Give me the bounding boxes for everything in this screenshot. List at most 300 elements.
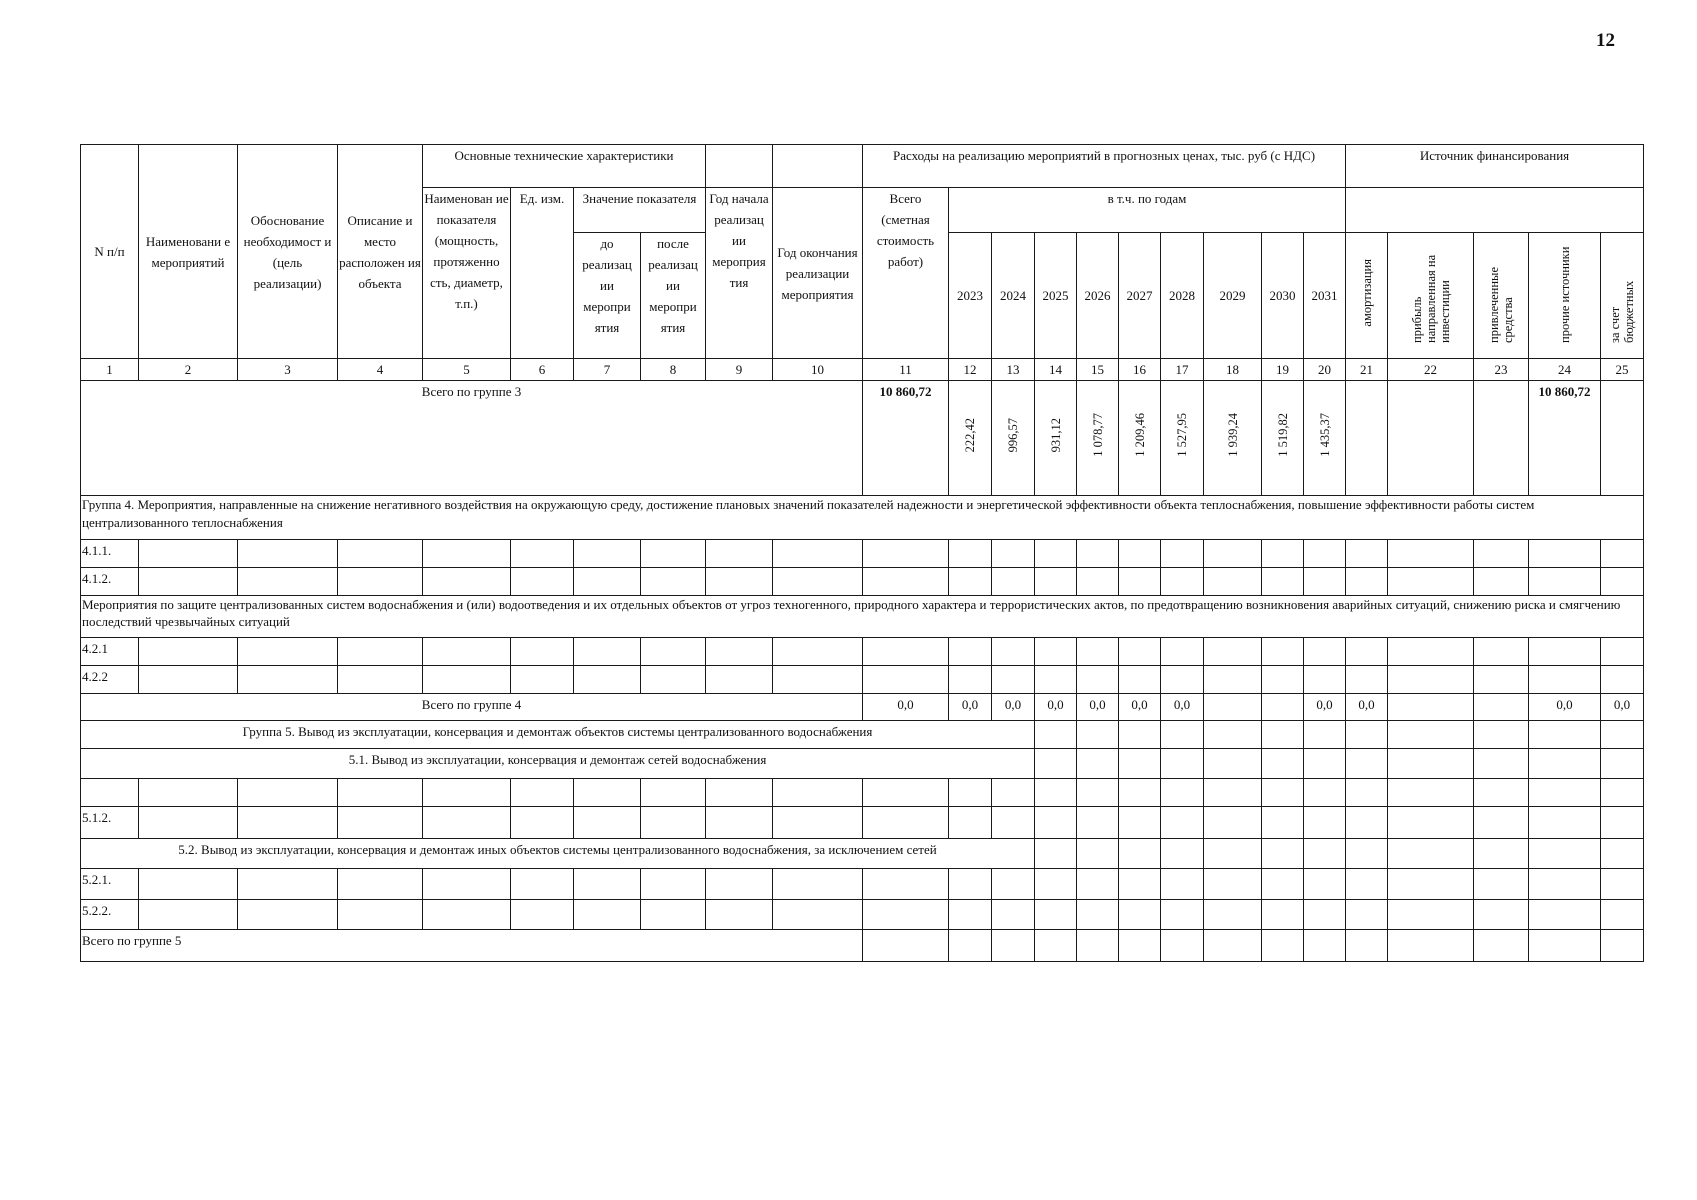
empty-cell	[1388, 721, 1474, 749]
empty-cell	[1161, 540, 1204, 568]
empty-cell	[1035, 721, 1077, 749]
empty-cell	[1262, 666, 1304, 694]
empty-cell	[1474, 807, 1529, 839]
group4-y2025: 0,0	[1035, 694, 1077, 721]
header-expenses-group: Расходы на реализацию мероприятий в прогнозных ценах, тыс. руб (с НДС)	[863, 145, 1346, 188]
empty-cell	[511, 666, 574, 694]
empty-cell	[338, 869, 423, 900]
group3-y2027-cell	[1119, 381, 1161, 496]
empty-cell	[238, 568, 338, 596]
empty-cell	[1304, 869, 1346, 900]
empty-cell	[1388, 568, 1474, 596]
group3-y2028-cell	[1161, 381, 1204, 496]
empty-cell	[1601, 779, 1644, 807]
empty-cell	[641, 900, 706, 930]
colnum: 18	[1204, 359, 1262, 381]
empty-cell	[238, 779, 338, 807]
header-tech-group: Основные технические характеристики	[423, 145, 706, 188]
empty-cell	[1346, 568, 1388, 596]
group4-y2023: 0,0	[949, 694, 992, 721]
header-description: Описание и место расположен ия объекта	[338, 145, 423, 359]
group3-y2024: 996,57	[1006, 417, 1020, 453]
empty-cell	[1035, 930, 1077, 962]
empty-cell	[1035, 749, 1077, 779]
empty-cell	[1529, 749, 1601, 779]
header-year-2029: 2029	[1204, 233, 1262, 359]
empty-cell	[1035, 839, 1077, 869]
header-amortization: амортизация	[1359, 258, 1374, 327]
row-number: 4.2.2	[81, 666, 139, 694]
empty-cell	[706, 779, 773, 807]
empty-cell	[1529, 568, 1601, 596]
empty-cell	[574, 540, 641, 568]
empty-cell	[1262, 930, 1304, 962]
empty-cell	[1388, 638, 1474, 666]
table-row	[81, 779, 1644, 807]
empty-cell	[1077, 930, 1119, 962]
empty-cell	[949, 666, 992, 694]
empty-cell	[1119, 839, 1161, 869]
header-start-year: Год начала реализац ии мероприя тия	[706, 188, 773, 359]
colnum: 5	[423, 359, 511, 381]
empty-cell	[1077, 638, 1119, 666]
empty-cell	[1035, 779, 1077, 807]
empty-cell	[1529, 930, 1601, 962]
empty-cell	[1204, 839, 1262, 869]
empty-cell	[949, 869, 992, 900]
empty-cell	[1161, 839, 1204, 869]
empty-cell	[1119, 540, 1161, 568]
group3-y2025-cell	[1035, 381, 1077, 496]
group4-budget: 0,0	[1601, 694, 1644, 721]
header-year-2030: 2030	[1262, 233, 1304, 359]
empty-cell	[773, 900, 863, 930]
empty-cell	[1346, 807, 1388, 839]
empty-cell	[1119, 930, 1161, 962]
empty-cell	[574, 807, 641, 839]
colnum: 16	[1119, 359, 1161, 381]
empty-cell	[992, 900, 1035, 930]
empty-cell	[1601, 930, 1644, 962]
empty-cell	[1474, 930, 1529, 962]
empty-cell	[1388, 900, 1474, 930]
empty-cell	[423, 807, 511, 839]
header-value-group: Значение показателя	[574, 188, 706, 233]
empty-cell	[949, 540, 992, 568]
empty-cell	[1077, 839, 1119, 869]
empty-cell	[949, 930, 992, 962]
empty-cell	[139, 900, 238, 930]
empty-cell	[1204, 666, 1262, 694]
empty-cell	[992, 540, 1035, 568]
empty-cell	[1601, 721, 1644, 749]
row-number: 5.2.1.	[81, 869, 139, 900]
header-indicator-name: Наименован ие показателя (мощность, протяженно сть, диаметр, т.п.)	[423, 188, 511, 359]
empty-cell	[1474, 749, 1529, 779]
empty-cell	[641, 638, 706, 666]
empty-cell	[949, 807, 992, 839]
empty-cell	[338, 568, 423, 596]
empty-cell	[1204, 721, 1262, 749]
empty-cell	[641, 869, 706, 900]
empty-cell	[1346, 749, 1388, 779]
empty-cell	[1077, 540, 1119, 568]
header-year-2026: 2026	[1077, 233, 1119, 359]
empty-cell	[1346, 540, 1388, 568]
group3-total-value: 10 860,72	[863, 381, 949, 496]
empty-cell	[1474, 540, 1529, 568]
empty-cell	[1119, 568, 1161, 596]
group3-y2025: 931,12	[1048, 417, 1063, 453]
empty-cell	[1204, 900, 1262, 930]
empty-cell	[1262, 779, 1304, 807]
group4-y2027: 0,0	[1119, 694, 1161, 721]
empty-cell	[1346, 839, 1388, 869]
empty-cell	[1077, 807, 1119, 839]
header-empty-9	[706, 145, 773, 188]
empty-cell	[1204, 568, 1262, 596]
empty-cell	[992, 869, 1035, 900]
empty-cell	[1035, 638, 1077, 666]
header-name: Наименовани е мероприятий	[139, 145, 238, 359]
empty-cell	[1601, 839, 1644, 869]
header-budget: за счет бюджетных	[1608, 280, 1636, 343]
empty-cell	[1601, 381, 1644, 496]
empty-cell	[1304, 638, 1346, 666]
table-row	[81, 568, 1644, 596]
empty-cell	[863, 779, 949, 807]
group4-y2026: 0,0	[1077, 694, 1119, 721]
header-year-2028: 2028	[1161, 233, 1204, 359]
empty-cell	[1388, 869, 1474, 900]
empty-cell	[1474, 900, 1529, 930]
group3-y2029: 1 939,24	[1225, 413, 1240, 457]
colnum: 25	[1601, 359, 1644, 381]
empty-cell	[863, 930, 949, 962]
empty-cell	[1388, 930, 1474, 962]
header-profit: прибыль направленная на инвестиции	[1409, 254, 1452, 343]
empty-cell	[423, 666, 511, 694]
empty-cell	[1388, 779, 1474, 807]
row-number: 4.1.2.	[81, 568, 139, 596]
table-row	[81, 900, 1644, 930]
group3-y2023: 222,42	[963, 417, 977, 453]
empty-cell	[1161, 749, 1204, 779]
empty-cell	[574, 779, 641, 807]
empty-cell	[511, 540, 574, 568]
empty-cell	[1262, 807, 1304, 839]
empty-cell	[863, 568, 949, 596]
empty-cell	[511, 807, 574, 839]
colnum: 9	[706, 359, 773, 381]
empty-cell	[1077, 900, 1119, 930]
colnum: 21	[1346, 359, 1388, 381]
row-number	[81, 779, 139, 807]
empty-cell	[1388, 807, 1474, 839]
empty-cell	[1119, 638, 1161, 666]
empty-cell	[1304, 666, 1346, 694]
empty-cell	[949, 638, 992, 666]
empty-cell	[1161, 568, 1204, 596]
empty-cell	[863, 900, 949, 930]
empty-cell	[1119, 900, 1161, 930]
group3-y2026-cell	[1077, 381, 1119, 496]
header-amortization-cell	[1346, 233, 1388, 359]
colnum: 15	[1077, 359, 1119, 381]
empty-cell	[574, 869, 641, 900]
colnum: 23	[1474, 359, 1529, 381]
empty-cell	[1119, 749, 1161, 779]
empty-cell	[1035, 568, 1077, 596]
group3-y2023-cell	[949, 381, 992, 496]
empty-cell	[338, 666, 423, 694]
empty-cell	[1077, 749, 1119, 779]
empty-cell	[992, 568, 1035, 596]
header-other: прочие источники	[1557, 246, 1572, 343]
column-number-row	[81, 359, 1644, 381]
empty-cell	[773, 666, 863, 694]
empty-cell	[1388, 749, 1474, 779]
empty-cell	[773, 807, 863, 839]
group4-y2029	[1204, 694, 1262, 721]
empty-cell	[1304, 900, 1346, 930]
group3-y2024-cell	[992, 381, 1035, 496]
empty-cell	[1529, 779, 1601, 807]
empty-cell	[1204, 869, 1262, 900]
header-year-2031: 2031	[1304, 233, 1346, 359]
empty-cell	[238, 900, 338, 930]
row-number: 5.1.2.	[81, 807, 139, 839]
table-row	[81, 638, 1644, 666]
empty-cell	[423, 540, 511, 568]
group3-y2026: 1 078,77	[1090, 413, 1105, 457]
header-npp: N п/п	[81, 145, 139, 359]
empty-cell	[641, 540, 706, 568]
header-finance-group: Источник финансирования	[1346, 145, 1644, 188]
header-year-2023: 2023	[949, 233, 992, 359]
empty-cell	[1601, 749, 1644, 779]
colnum: 17	[1161, 359, 1204, 381]
group3-y2027: 1 209,46	[1132, 413, 1147, 457]
empty-cell	[139, 779, 238, 807]
empty-cell	[574, 568, 641, 596]
empty-cell	[1035, 900, 1077, 930]
header-year-2025: 2025	[1035, 233, 1077, 359]
group5-total-label: Всего по группе 5	[81, 930, 863, 962]
empty-cell	[1601, 807, 1644, 839]
empty-cell	[1474, 638, 1529, 666]
empty-cell	[1262, 638, 1304, 666]
empty-cell	[1119, 869, 1161, 900]
empty-cell	[1304, 749, 1346, 779]
empty-cell	[1474, 381, 1529, 496]
colnum: 20	[1304, 359, 1346, 381]
empty-cell	[1262, 540, 1304, 568]
colnum: 2	[139, 359, 238, 381]
investment-program-table	[80, 144, 1644, 962]
empty-cell	[139, 666, 238, 694]
empty-cell	[1262, 568, 1304, 596]
empty-cell	[423, 638, 511, 666]
group4-total-value: 0,0	[863, 694, 949, 721]
empty-cell	[1161, 666, 1204, 694]
empty-cell	[1346, 721, 1388, 749]
empty-cell	[1077, 721, 1119, 749]
group3-y2029-cell	[1204, 381, 1262, 496]
colnum: 14	[1035, 359, 1077, 381]
empty-cell	[1204, 779, 1262, 807]
empty-cell	[139, 807, 238, 839]
header-profit-cell	[1388, 233, 1474, 359]
empty-cell	[1529, 869, 1601, 900]
empty-cell	[1077, 869, 1119, 900]
empty-cell	[238, 666, 338, 694]
empty-cell	[1304, 779, 1346, 807]
empty-cell	[511, 779, 574, 807]
empty-cell	[1204, 540, 1262, 568]
header-justification: Обоснование необходимост и (цель реализации)	[238, 145, 338, 359]
header-attracted: привлеченные средства	[1487, 266, 1515, 343]
empty-cell	[1529, 638, 1601, 666]
header-total-cost: Всего (сметная стоимость работ)	[863, 188, 949, 359]
empty-cell	[773, 568, 863, 596]
empty-cell	[1388, 839, 1474, 869]
colnum: 12	[949, 359, 992, 381]
empty-cell	[1077, 779, 1119, 807]
header-finance-spacer	[1346, 188, 1644, 233]
empty-cell	[706, 900, 773, 930]
colnum: 1	[81, 359, 139, 381]
empty-cell	[1529, 540, 1601, 568]
empty-cell	[1304, 721, 1346, 749]
empty-cell	[338, 900, 423, 930]
empty-cell	[1388, 666, 1474, 694]
empty-cell	[1304, 568, 1346, 596]
empty-cell	[773, 540, 863, 568]
empty-cell	[1601, 666, 1644, 694]
empty-cell	[1474, 721, 1529, 749]
empty-cell	[1262, 839, 1304, 869]
page-number: 12	[1596, 30, 1615, 51]
group4-y2028: 0,0	[1161, 694, 1204, 721]
header-after: после реализац ии меропри ятия	[641, 233, 706, 359]
group3-y2028: 1 527,95	[1175, 413, 1189, 457]
group3-y2030: 1 519,82	[1275, 413, 1290, 457]
empty-cell	[1529, 807, 1601, 839]
empty-cell	[1119, 721, 1161, 749]
empty-cell	[338, 779, 423, 807]
empty-cell	[949, 900, 992, 930]
empty-cell	[992, 779, 1035, 807]
empty-cell	[992, 638, 1035, 666]
empty-cell	[511, 900, 574, 930]
row-number: 5.2.2.	[81, 900, 139, 930]
colnum: 7	[574, 359, 641, 381]
group4-total-label: Всего по группе 4	[81, 694, 863, 721]
row-number: 4.2.1	[81, 638, 139, 666]
empty-cell	[773, 869, 863, 900]
empty-cell	[238, 869, 338, 900]
empty-cell	[706, 540, 773, 568]
empty-cell	[1474, 779, 1529, 807]
empty-cell	[1346, 638, 1388, 666]
header-budget-cell	[1601, 233, 1644, 359]
empty-cell	[949, 779, 992, 807]
colnum: 11	[863, 359, 949, 381]
empty-cell	[1601, 869, 1644, 900]
empty-cell	[338, 807, 423, 839]
header-attracted-cell	[1474, 233, 1529, 359]
empty-cell	[1601, 568, 1644, 596]
group3-other-sources: 10 860,72	[1529, 381, 1601, 496]
header-empty-10	[773, 145, 863, 188]
empty-cell	[1388, 381, 1474, 496]
header-years-group: в т.ч. по годам	[949, 188, 1346, 233]
empty-cell	[1346, 869, 1388, 900]
empty-cell	[1346, 381, 1388, 496]
empty-cell	[1529, 721, 1601, 749]
empty-cell	[338, 540, 423, 568]
table-row	[81, 666, 1644, 694]
header-end-year: Год окончания реализации мероприятия	[773, 188, 863, 359]
empty-cell	[1304, 839, 1346, 869]
empty-cell	[1119, 666, 1161, 694]
empty-cell	[773, 638, 863, 666]
group3-y2031: 1 435,37	[1317, 413, 1332, 457]
group4-attracted	[1474, 694, 1529, 721]
empty-cell	[511, 568, 574, 596]
empty-cell	[1161, 869, 1204, 900]
empty-cell	[574, 900, 641, 930]
group4-profit	[1388, 694, 1474, 721]
empty-cell	[423, 900, 511, 930]
empty-cell	[1035, 666, 1077, 694]
empty-cell	[863, 869, 949, 900]
empty-cell	[863, 638, 949, 666]
empty-cell	[706, 568, 773, 596]
empty-cell	[1077, 666, 1119, 694]
table-row	[81, 540, 1644, 568]
empty-cell	[1474, 839, 1529, 869]
empty-cell	[1346, 900, 1388, 930]
empty-cell	[1474, 568, 1529, 596]
header-before: до реализац ии меропри ятия	[574, 233, 641, 359]
group4-total-row	[81, 694, 1644, 721]
empty-cell	[1119, 807, 1161, 839]
empty-cell	[773, 779, 863, 807]
empty-cell	[1529, 666, 1601, 694]
empty-cell	[1346, 930, 1388, 962]
colnum: 6	[511, 359, 574, 381]
header-unit: Ед. изм.	[511, 188, 574, 359]
empty-cell	[1601, 900, 1644, 930]
group4-subtitle: Мероприятия по защите централизованных систем водоснабжения и (или) водоотведения и их отдельных объектов от угроз техногенного, природного характера и террористических актов, по предотвращению возникновения аварийных ситуаций, снижению риска и смягчению последствий чрезвычайных ситуаций	[81, 596, 1644, 638]
empty-cell	[511, 869, 574, 900]
empty-cell	[1161, 721, 1204, 749]
empty-cell	[423, 568, 511, 596]
group4-title: Группа 4. Мероприятия, направленные на снижение негативного воздействия на окружающую среду, достижение плановых значений показателей надежности и энергетической эффективности объекта теплоснабжения, повышение эффективности работы систем централизованного теплоснабжения	[81, 496, 1644, 540]
group4-amortization: 0,0	[1346, 694, 1388, 721]
empty-cell	[1035, 869, 1077, 900]
empty-cell	[1262, 749, 1304, 779]
colnum: 3	[238, 359, 338, 381]
empty-cell	[641, 807, 706, 839]
empty-cell	[863, 540, 949, 568]
empty-cell	[1262, 721, 1304, 749]
empty-cell	[1474, 666, 1529, 694]
empty-cell	[139, 568, 238, 596]
group4-other: 0,0	[1529, 694, 1601, 721]
